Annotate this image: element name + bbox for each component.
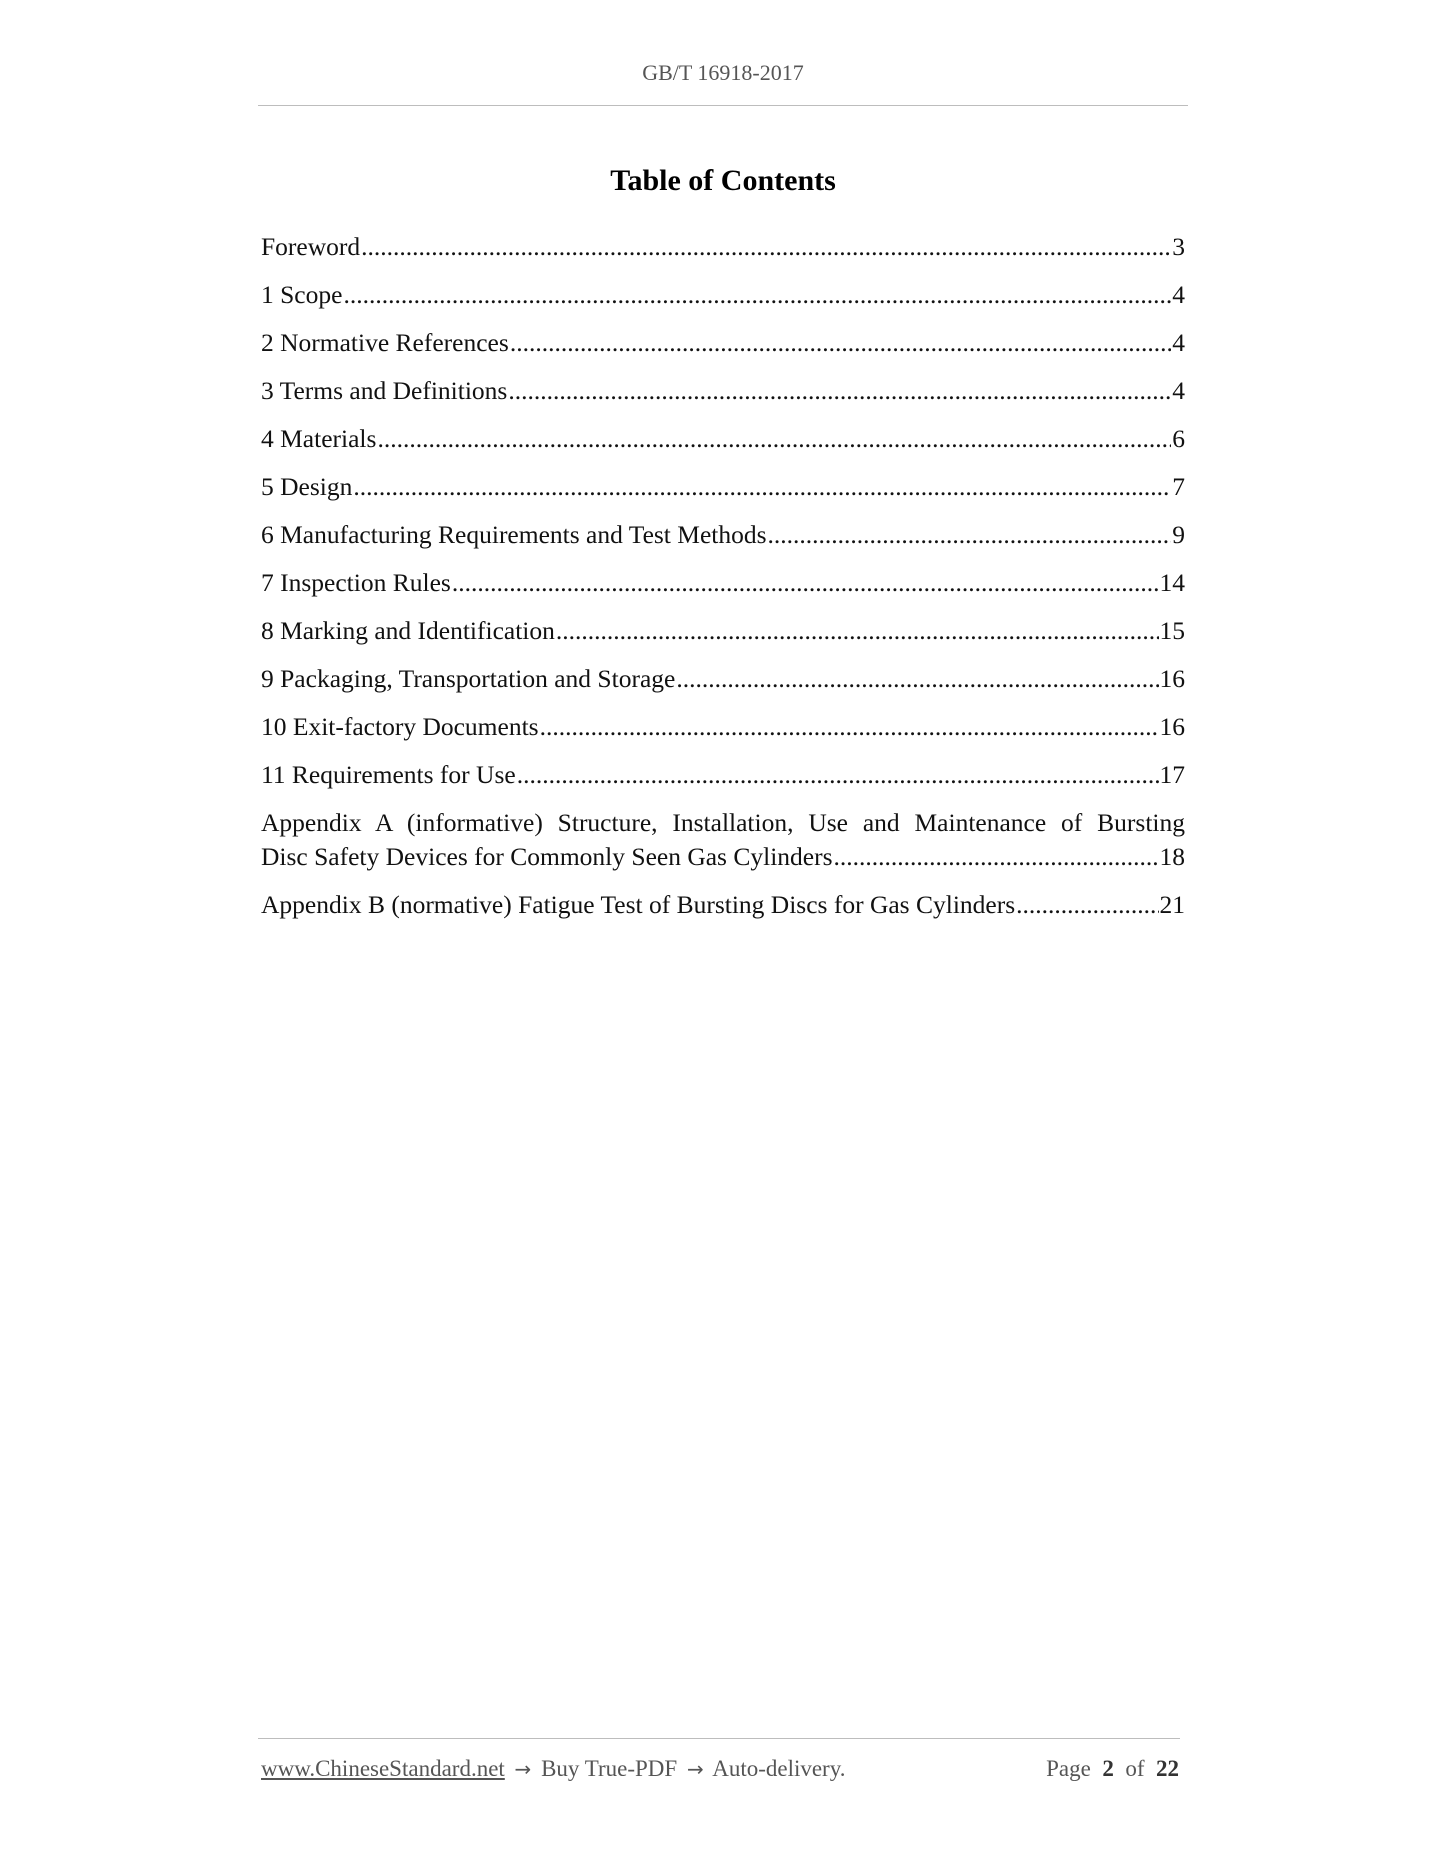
page-word: Page <box>1046 1756 1091 1781</box>
right-arrow-icon: → <box>686 1757 704 1781</box>
toc-entry-label: 2 Normative References <box>261 328 509 357</box>
toc-entry-page: 16 <box>1159 712 1185 741</box>
toc-entry-label-line1: Appendix A (informative) Structure, Installation, Use and Maintenance of Bursting <box>261 808 1185 837</box>
toc-entry-normative-references[interactable] <box>261 326 1185 360</box>
toc-entry-inspection-rules[interactable] <box>261 566 1185 600</box>
toc-entry-label: 7 Inspection Rules <box>261 568 451 597</box>
toc-entry-packaging[interactable] <box>261 662 1185 696</box>
dot-leader <box>508 374 1171 408</box>
toc-entry-appendix-b[interactable] <box>261 888 1185 922</box>
dot-leader <box>510 326 1171 360</box>
toc-entry-page: 21 <box>1159 890 1185 919</box>
footer-promo <box>261 1756 845 1782</box>
header-divider <box>258 105 1188 106</box>
dot-leader <box>556 614 1159 648</box>
toc-entry-manufacturing[interactable] <box>261 518 1185 552</box>
toc-entry-foreword[interactable] <box>261 230 1185 264</box>
toc-entry-label: 5 Design <box>261 472 353 501</box>
dot-leader <box>353 470 1171 504</box>
toc-entry-label: 9 Packaging, Transportation and Storage <box>261 664 676 693</box>
toc-entry-page: 18 <box>1159 842 1185 871</box>
dot-leader <box>540 710 1159 744</box>
toc-entry-scope[interactable] <box>261 278 1185 312</box>
page-counter <box>1046 1756 1179 1782</box>
toc-entry-page: 4 <box>1172 376 1185 405</box>
toc-entry-label: Appendix B (normative) Fatigue Test of Bursting Discs for Gas Cylinders <box>261 890 1016 919</box>
toc-entry-exit-factory-documents[interactable] <box>261 710 1185 744</box>
toc-entry-page: 15 <box>1159 616 1185 645</box>
toc-entry-line2 <box>261 840 1185 874</box>
toc-entry-page: 6 <box>1172 424 1185 453</box>
website-link[interactable]: www.ChineseStandard.net <box>261 1756 505 1781</box>
footer-divider <box>258 1738 1180 1739</box>
toc-entry-materials[interactable] <box>261 422 1185 456</box>
current-page-number: 2 <box>1102 1756 1114 1781</box>
dot-leader <box>676 662 1158 696</box>
buy-true-pdf-text: Buy True-PDF <box>541 1756 678 1781</box>
dot-leader <box>768 518 1172 552</box>
dot-leader <box>517 758 1159 792</box>
toc-entry-page: 4 <box>1172 280 1185 309</box>
toc-entry-page: 17 <box>1159 760 1185 789</box>
dot-leader <box>1016 888 1158 922</box>
toc-entry-label: 10 Exit-factory Documents <box>261 712 539 741</box>
toc-entry-label: 11 Requirements for Use <box>261 760 516 789</box>
toc-entry-label: 3 Terms and Definitions <box>261 376 508 405</box>
page-footer <box>261 1756 1179 1782</box>
toc-entry-appendix-a[interactable] <box>261 806 1185 874</box>
toc-entry-requirements-for-use[interactable] <box>261 758 1185 792</box>
toc-entry-label: 4 Materials <box>261 424 377 453</box>
toc-entry-page: 4 <box>1172 328 1185 357</box>
dot-leader <box>377 422 1171 456</box>
running-header: GB/T 16918-2017 <box>642 60 804 85</box>
dot-leader <box>343 278 1171 312</box>
toc-entry-terms-definitions[interactable] <box>261 374 1185 408</box>
toc-entry-label: 6 Manufacturing Requirements and Test Methods <box>261 520 767 549</box>
toc-entry-page: 7 <box>1172 472 1185 501</box>
dot-leader <box>361 230 1171 264</box>
toc-entry-design[interactable] <box>261 470 1185 504</box>
toc-entry-page: 16 <box>1159 664 1185 693</box>
of-word: of <box>1125 1756 1145 1781</box>
toc-entry-marking[interactable] <box>261 614 1185 648</box>
toc-title: Table of Contents <box>610 164 836 197</box>
toc-entry-label-line2: Disc Safety Devices for Commonly Seen Gas Cylinders <box>261 842 833 871</box>
toc-entry-label: Foreword <box>261 232 361 261</box>
auto-delivery-text: Auto-delivery. <box>712 1756 846 1781</box>
dot-leader <box>834 840 1159 874</box>
toc-entry-page: 14 <box>1159 568 1185 597</box>
total-pages-number: 22 <box>1156 1756 1179 1781</box>
toc-entry-label: 1 Scope <box>261 280 343 309</box>
right-arrow-icon: → <box>514 1757 532 1781</box>
toc-entry-page: 9 <box>1172 520 1185 549</box>
toc-entry-label: 8 Marking and Identification <box>261 616 555 645</box>
toc-entry-page: 3 <box>1172 232 1185 261</box>
toc-list <box>261 230 1185 936</box>
dot-leader <box>452 566 1159 600</box>
